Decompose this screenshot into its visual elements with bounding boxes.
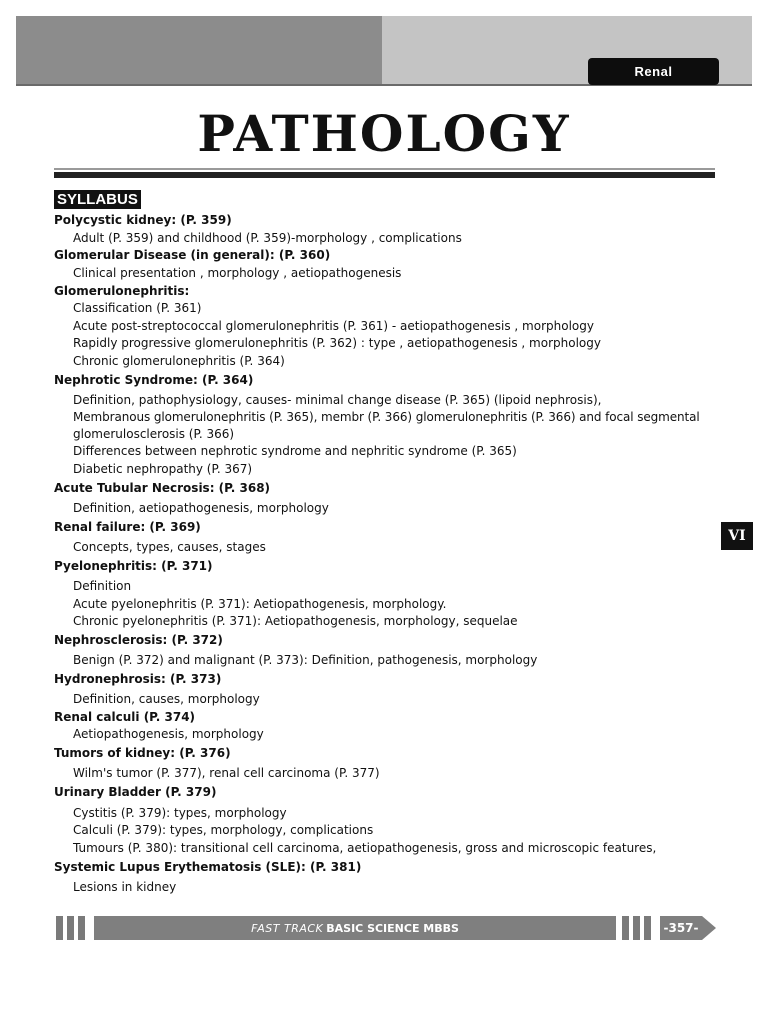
syllabus-line: Polycystic kidney: (P. 359) <box>54 213 232 227</box>
page-title: PATHOLOGY <box>197 104 571 163</box>
syllabus-label: SYLLABUS <box>54 190 141 209</box>
syllabus-line: Acute Tubular Necrosis: (P. 368) <box>54 481 271 495</box>
syllabus-line: Glomerulonephritis: <box>54 284 190 298</box>
syllabus-line: Nephrotic Syndrome: (P. 364) <box>54 373 254 387</box>
syllabus-line: Differences between nephrotic syndrome and nephritic syndrome (P. 365) <box>73 444 517 458</box>
footer-bar <box>56 916 63 940</box>
syllabus-line: Urinary Bladder (P. 379) <box>54 785 217 799</box>
page-number: -357- <box>660 916 702 940</box>
footer-brand-bold: BASIC SCIENCE MBBS <box>326 921 459 935</box>
syllabus-line: Definition <box>73 579 132 593</box>
syllabus-line: Classification (P. 361) <box>73 301 202 315</box>
footer-bar <box>78 916 85 940</box>
syllabus-line: Aetiopathogenesis, morphology <box>73 727 264 741</box>
syllabus-line: Adult (P. 359) and childhood (P. 359)-morphology , complications <box>73 231 462 245</box>
footer-brand-italic: FAST TRACK <box>251 921 324 935</box>
footer-bars-left <box>56 916 85 940</box>
page-number-arrow <box>702 916 716 940</box>
syllabus-line: Diabetic nephropathy (P. 367) <box>73 462 253 476</box>
footer-band <box>94 916 616 940</box>
footer-bars-right <box>622 916 651 940</box>
syllabus-line: Calculi (P. 379): types, morphology, complications <box>73 823 374 837</box>
syllabus-line: Renal calculi (P. 374) <box>54 710 196 724</box>
syllabus-line: Acute post-streptococcal glomerulonephritis (P. 361) - aetiopathogenesis , morphology <box>73 319 594 333</box>
syllabus-line: Concepts, types, causes, stages <box>73 540 266 554</box>
syllabus-line: Chronic pyelonephritis (P. 371): Aetiopathogenesis, morphology, sequelae <box>73 614 518 628</box>
section-side-tab: VI <box>721 522 753 550</box>
footer-bar <box>622 916 629 940</box>
syllabus-line: Lesions in kidney <box>73 880 177 894</box>
syllabus-line: Membranous glomerulonephritis (P. 365), membr (P. 366) glomerulonephritis (P. 366) and focal segmental <box>73 410 700 424</box>
syllabus-line: Nephrosclerosis: (P. 372) <box>54 633 223 647</box>
syllabus-line: Definition, pathophysiology, causes- minimal change disease (P. 365) (lipoid nephrosis), <box>73 393 602 407</box>
syllabus-line: Clinical presentation , morphology , aetiopathogenesis <box>73 266 402 280</box>
syllabus-line: Tumors of kidney: (P. 376) <box>54 746 231 760</box>
syllabus-line: Wilm's tumor (P. 377), renal cell carcinoma (P. 377) <box>73 766 380 780</box>
syllabus-line: Systemic Lupus Erythematosis (SLE): (P. 381) <box>54 860 362 874</box>
footer-bar <box>67 916 74 940</box>
syllabus-line: Renal failure: (P. 369) <box>54 520 201 534</box>
footer-bar <box>633 916 640 940</box>
syllabus-line: Chronic glomerulonephritis (P. 364) <box>73 354 285 368</box>
syllabus-line: Pyelonephritis: (P. 371) <box>54 559 213 573</box>
title-rule-thin <box>54 168 715 170</box>
syllabus-line: Definition, causes, morphology <box>73 692 260 706</box>
syllabus-line: Rapidly progressive glomerulonephritis (P. 362) : type , aetiopathogenesis , morphology <box>73 336 601 350</box>
syllabus-line: Glomerular Disease (in general): (P. 360) <box>54 248 331 262</box>
footer-bar <box>644 916 651 940</box>
chapter-tag: Renal <box>588 58 719 85</box>
syllabus-line: Definition, aetiopathogenesis, morphology <box>73 501 329 515</box>
title-rule-thick <box>54 172 715 178</box>
header-band-dark <box>16 16 382 86</box>
syllabus-line: Benign (P. 372) and malignant (P. 373): Definition, pathogenesis, morphology <box>73 653 538 667</box>
syllabus-line: glomerulosclerosis (P. 366) <box>73 427 235 441</box>
syllabus-line: Acute pyelonephritis (P. 371): Aetiopathogenesis, morphology. <box>73 597 447 611</box>
syllabus-line: Hydronephrosis: (P. 373) <box>54 672 222 686</box>
syllabus-line: Tumours (P. 380): transitional cell carcinoma, aetiopathogenesis, gross and microscopic features, <box>73 841 657 855</box>
syllabus-line: Cystitis (P. 379): types, morphology <box>73 806 287 820</box>
